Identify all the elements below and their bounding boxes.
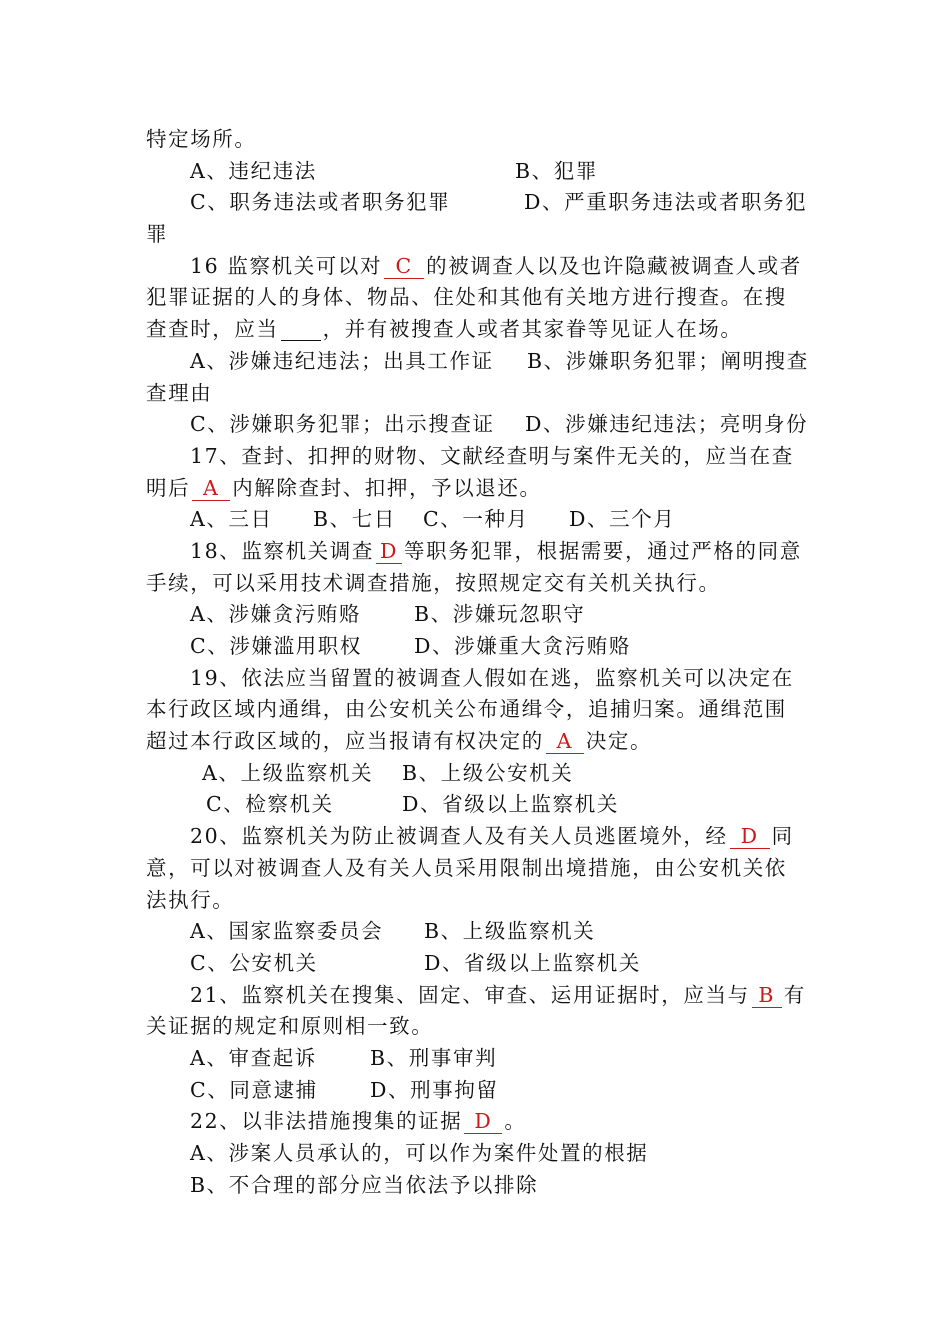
- text-line: 明后 A 内解除查封、扣押，予以退还。: [146, 475, 542, 500]
- answer-mark: A: [546, 729, 584, 754]
- text-line: 特定场所。: [146, 127, 257, 151]
- text-line: 关证据的规定和原则相一致。: [146, 1014, 434, 1039]
- answer-mark: D: [730, 824, 770, 849]
- option-line: C、涉嫌职务犯罪；出示搜查证 D、涉嫌违纪违法；亮明身份: [190, 412, 809, 437]
- text-line: 查查时，应当 ，并有被搜查人或者其家眷等见证人在场。: [146, 317, 743, 342]
- answer-mark: A: [192, 476, 230, 501]
- question-19: 19、依法应当留置的被调查人假如在逃，监察机关可以决定在: [190, 665, 794, 690]
- option-line: A、上级监察机关 B、上级公安机关: [202, 760, 574, 785]
- question-17: 17、查封、扣押的财物、文献经查明与案件无关的，应当在查: [190, 443, 794, 468]
- answer-mark: B: [752, 983, 782, 1008]
- answer-blank: [281, 318, 321, 341]
- option-line: A、审查起诉 B、刑事审判: [190, 1045, 498, 1070]
- question-18: 18、监察机关调查 D 等职务犯罪，根据需要，通过严格的同意: [190, 538, 802, 563]
- option-line: A、违纪违法 B、犯罪: [190, 158, 598, 183]
- option-line: A、三日 B、七日 C、一种月 D、三个月: [190, 507, 676, 532]
- question-21: 21、监察机关在搜集、固定、审查、运用证据时，应当与 B 有: [190, 982, 806, 1007]
- document-body: [146, 124, 810, 1201]
- option-line: C、同意逮捕 D、刑事拘留: [190, 1077, 499, 1102]
- question-22: 22、以非法措施搜集的证据 D 。: [190, 1109, 527, 1134]
- text-line: 本行政区域内通缉，由公安机关公布通缉令，追捕归案。通缉范围: [146, 697, 787, 722]
- answer-mark: D: [376, 539, 402, 564]
- answer-mark: C: [384, 254, 424, 279]
- text-line: 意，可以对被调查人及有关人员采用限制出境措施，由公安机关依: [146, 855, 787, 880]
- text-line: 手续，可以采用技术调查措施，按照规定交有关机关执行。: [146, 570, 721, 595]
- option-line: C、公安机关 D、省级以上监察机关: [190, 950, 641, 975]
- text-line: 查理由: [146, 380, 213, 405]
- option-line: A、涉嫌贪污贿赂 B、涉嫌玩忽职守: [190, 602, 586, 627]
- option-line: A、国家监察委员会 B、上级监察机关: [190, 919, 596, 944]
- option-line: B、不合理的部分应当依法予以排除: [190, 1172, 539, 1197]
- option-line: C、涉嫌滥用职权 D、涉嫌重大贪污贿赂: [190, 634, 631, 658]
- option-line: A、涉嫌违纪违法；出具工作证 B、涉嫌职务犯罪；阐明搜查: [190, 348, 809, 373]
- text-line: 犯罪证据的人的身体、物品、住处和其他有关地方进行搜查。在搜: [146, 285, 787, 310]
- text-line: 罪: [146, 222, 169, 247]
- text-line: 超过本行政区域的，应当报请有权决定的 A 决定。: [146, 729, 653, 754]
- question-16: 16 监察机关可以对 C 的被调查人以及也许隐藏被调查人或者: [190, 253, 802, 278]
- text-line: 法执行。: [146, 887, 235, 912]
- answer-mark: D: [464, 1109, 502, 1134]
- option-line: C、职务违法或者职务犯罪 D、严重职务违法或者职务犯: [190, 190, 808, 215]
- question-20: 20、监察机关为防止被调查人及有关人员逃匿境外，经 D 同: [190, 824, 794, 849]
- option-line: C、检察机关 D、省级以上监察机关: [206, 792, 619, 817]
- option-line: A、涉案人员承认的，可以作为案件处置的根据: [190, 1141, 649, 1165]
